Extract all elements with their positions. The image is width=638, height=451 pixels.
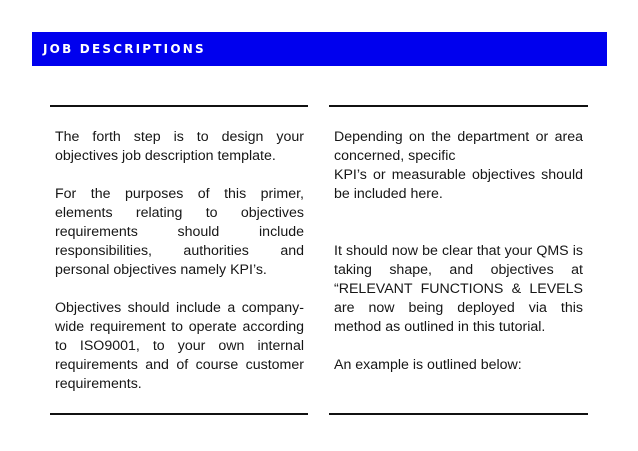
- left-bottom-divider: [50, 413, 308, 415]
- page-title: JOB DESCRIPTIONS: [43, 42, 206, 56]
- left-paragraph-3: Objectives should include a company-wide requirement to operate according to ISO9001, to your own internal requirements and of course customer requirements.: [55, 300, 304, 392]
- left-top-divider: [50, 105, 308, 107]
- right-intro-text: Depending on the department or area concerned, specific: [334, 129, 583, 164]
- header-bar: [32, 32, 607, 66]
- right-text-column: [334, 128, 583, 375]
- right-top-divider: [329, 105, 588, 107]
- left-paragraph-2: For the purposes of this primer, elements relating to objectives requirements should include responsibilities, authorities and personal objectives namely KPI’s.: [55, 186, 304, 278]
- right-bottom-divider: [329, 413, 588, 415]
- left-text-column: [55, 128, 304, 394]
- right-shape-paragraph: It should now be clear that your QMS is taking shape, and objectives at “RELEVANT FUNCTIONS & LEVELS are now being deployed via this method as outlined in this tutorial.: [334, 243, 583, 335]
- right-kpi-text: KPI’s or measurable objectives should be included here.: [334, 167, 583, 202]
- right-example-paragraph: An example is outlined below:: [334, 357, 522, 373]
- left-paragraph-1: The forth step is to design your objectives job description template.: [55, 129, 304, 164]
